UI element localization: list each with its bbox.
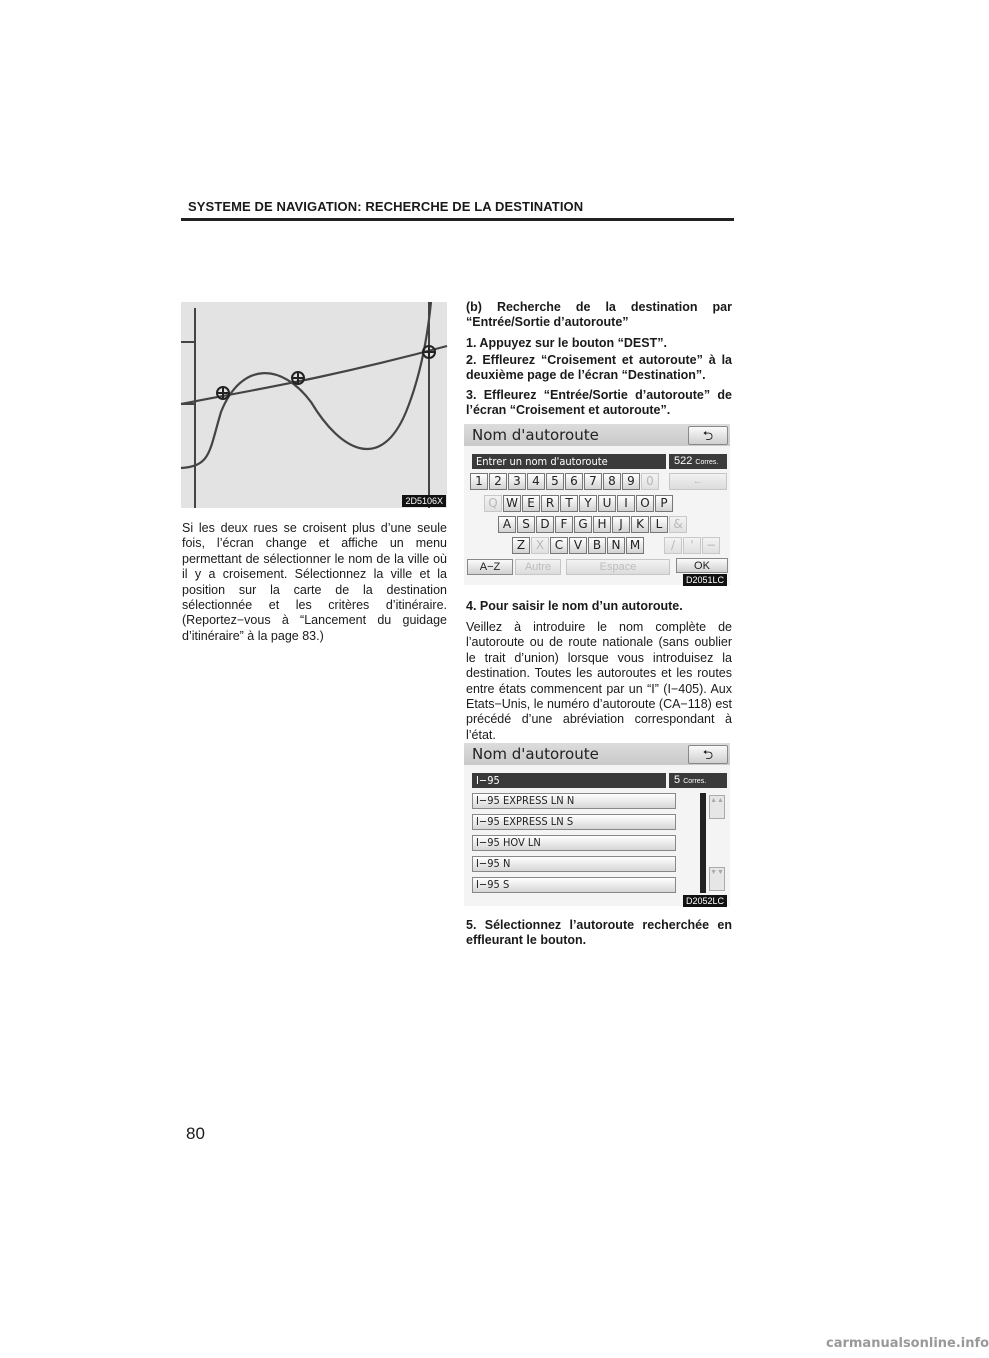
screen-title-bar [464,424,730,446]
key-a[interactable]: A [498,516,516,533]
key-e[interactable]: E [522,495,540,512]
space-button[interactable]: Espace [566,559,670,575]
back-button[interactable]: ⮌ [688,426,728,445]
step-4-body: Veillez à introduire le nom complète de l’autoroute ou de route nationale (sans oublier le trait d’union) lorsque vous introduisez la destination. Toutes les autoroutes et les routes entre états commencent par un “I” (I−405). Aux Etats−Unis, le numéro d’autoroute (CA−118) est précédé d’une abréviation correspondant à l’état. [466,620,732,742]
result-item[interactable]: I−95 N [472,856,676,872]
highway-name-input[interactable]: Entrer un nom d'autoroute [472,454,666,469]
key-n[interactable]: N [607,537,625,554]
section-title: (b) Recherche de la destination par “Entrée/Sortie d’autoroute” [466,300,732,329]
key-ampersand[interactable]: & [669,516,687,533]
key-q[interactable]: Q [484,495,502,512]
key-w[interactable]: W [503,495,521,512]
key-i[interactable]: I [617,495,635,512]
key-u[interactable]: U [598,495,616,512]
figure-code: D2051LC [683,574,727,586]
key-6[interactable]: 6 [565,473,583,490]
match-count-value: 5 [674,774,681,786]
match-count [669,454,727,469]
key-o[interactable]: O [636,495,654,512]
step-5: 5. Sélectionnez l’autoroute recherchée en effleurant le bouton. [466,918,732,947]
step-2: 2. Effleurez “Croisement et autoroute” à la deuxième page de l’écran “Destination”. [466,353,732,382]
screen-title-bar [464,743,730,765]
step-4: 4. Pour saisir le nom d’un autoroute. [466,599,683,613]
highway-results-screen [464,743,730,906]
key-5[interactable]: 5 [546,473,564,490]
scroll-up-button[interactable]: ▲▲ [709,795,725,819]
key-hyphen[interactable]: − [702,537,720,554]
figure-code: 2D5106X [402,495,446,507]
match-count-value: 522 [674,455,693,467]
figure-code: D2052LC [683,895,727,907]
key-t[interactable]: T [560,495,578,512]
key-s[interactable]: S [517,516,535,533]
match-count-suffix: Corres. [683,778,707,785]
screen-title: Nom d'autoroute [472,745,599,763]
key-0[interactable]: 0 [641,473,659,490]
scroll-track[interactable] [700,793,706,893]
highway-name-keyboard-screen [464,424,730,585]
key-8[interactable]: 8 [603,473,621,490]
key-h[interactable]: H [593,516,611,533]
key-l[interactable]: L [650,516,668,533]
key-d[interactable]: D [536,516,554,533]
backspace-key[interactable]: ← [669,473,727,490]
key-p[interactable]: P [655,495,673,512]
intersection-paragraph: Si les deux rues se croisent plus d’une seule fois, l’écran change et affiche un menu permettant de sélectionner le nom de la ville où il y a croisement. Sélectionnez la ville et la position sur la carte de la destination sélectionnée et les critères d’itinéraire. (Reportez−vous à “Lancement du guidage d’itinéraire” à la page 83.) [182,521,447,643]
key-c[interactable]: C [550,537,568,554]
match-count [669,773,727,788]
result-item[interactable]: I−95 EXPRESS LN N [472,793,676,809]
step-1: 1. Appuyez sur le bouton “DEST”. [466,336,667,350]
header-rule [181,218,734,221]
key-r[interactable]: R [541,495,559,512]
step-3: 3. Effleurez “Entrée/Sortie d’autoroute” de l’écran “Croisement et autoroute”. [466,388,732,417]
result-item[interactable]: I−95 EXPRESS LN S [472,814,676,830]
key-7[interactable]: 7 [584,473,602,490]
result-item[interactable]: I−95 S [472,877,676,893]
key-f[interactable]: F [555,516,573,533]
page-number: 80 [186,1124,205,1143]
key-4[interactable]: 4 [527,473,545,490]
match-count-suffix: Corres. [695,459,719,466]
key-z[interactable]: Z [512,537,530,554]
key-apostrophe[interactable]: ' [683,537,701,554]
key-x[interactable]: X [531,537,549,554]
key-y[interactable]: Y [579,495,597,512]
key-k[interactable]: K [631,516,649,533]
intersection-curve-figure [181,302,447,508]
key-1[interactable]: 1 [470,473,488,490]
key-j[interactable]: J [612,516,630,533]
key-v[interactable]: V [569,537,587,554]
watermark: carmanualsonline.info [826,1336,989,1351]
back-button[interactable]: ⮌ [688,745,728,764]
other-button[interactable]: Autre [515,559,561,575]
key-3[interactable]: 3 [508,473,526,490]
key-9[interactable]: 9 [622,473,640,490]
highway-name-input[interactable]: I−95 [472,773,666,788]
screen-title: Nom d'autoroute [472,426,599,444]
az-button[interactable]: A−Z [467,559,513,575]
ok-button[interactable]: OK [676,558,728,573]
key-2[interactable]: 2 [489,473,507,490]
key-g[interactable]: G [574,516,592,533]
curve-illustration [181,302,447,508]
key-slash[interactable]: / [664,537,682,554]
key-m[interactable]: M [626,537,644,554]
scroll-down-button[interactable]: ▼▼ [709,867,725,891]
result-item[interactable]: I−95 HOV LN [472,835,676,851]
page-header: SYSTEME DE NAVIGATION: RECHERCHE DE LA DESTINATION [188,199,584,214]
key-b[interactable]: B [588,537,606,554]
